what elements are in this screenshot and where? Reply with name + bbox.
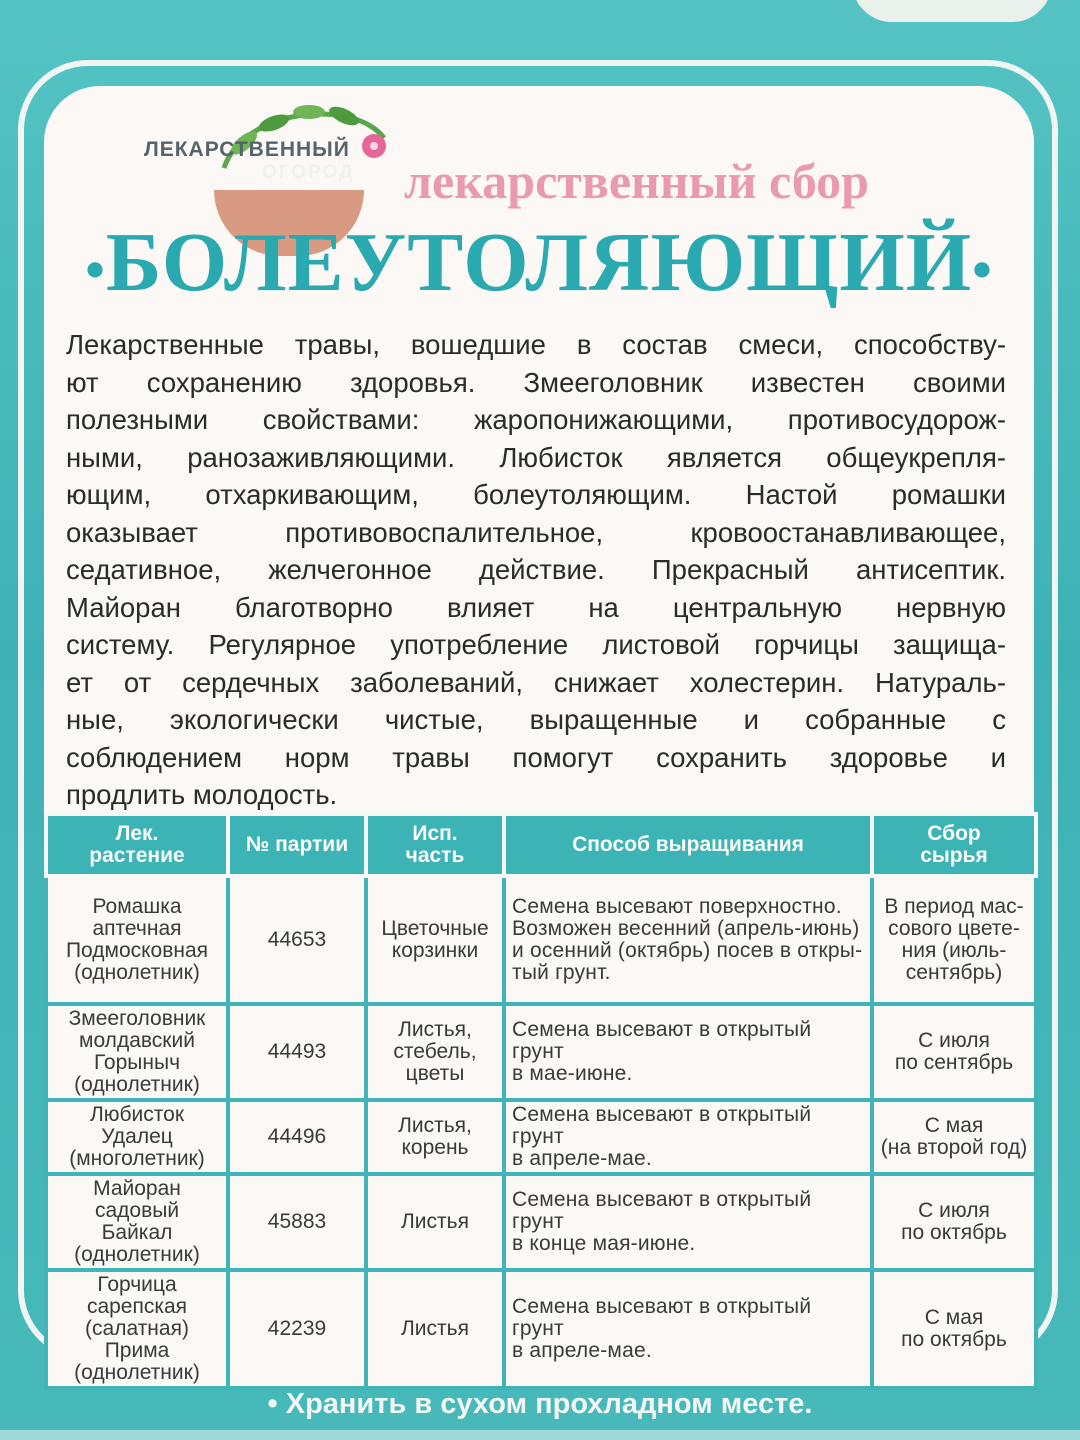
cell-line: и осенний (октябрь) посев в откры-	[512, 939, 863, 962]
cell-harvest	[872, 876, 1036, 1004]
herbs-table	[44, 812, 1038, 1390]
cell-harvest	[872, 1100, 1036, 1174]
cell-plant	[46, 1174, 228, 1270]
table-header-row	[46, 814, 1036, 876]
cell-part	[366, 1174, 504, 1270]
description-line: ными, ранозаживляющими. Любисток является общеукрепля-	[66, 441, 1006, 473]
storage-note: • Хранить в сухом прохладном месте.	[267, 1388, 813, 1420]
header-harvest: Сбор сырья	[872, 814, 1036, 876]
cell-line: по сентябрь	[894, 1051, 1014, 1074]
title-bullet-right: •	[972, 239, 993, 302]
cell-line: Семена высевают поверхностно.	[512, 895, 842, 918]
cell-line: Семена высевают в открытый грунт	[512, 1018, 812, 1063]
cell-line: Возможен весенний (апрель-июнь)	[512, 917, 860, 940]
cell-line: в мае-июне.	[512, 1062, 633, 1085]
cell-line: С мая	[924, 1114, 984, 1137]
table-row	[46, 1270, 1036, 1388]
header-plant: Лек. растение	[46, 814, 228, 876]
label-panel	[44, 86, 1034, 1384]
cell-line: Семена высевают в открытый грунт	[512, 1295, 812, 1340]
cell-line: Ромашка	[92, 895, 182, 918]
cell-plant	[46, 1270, 228, 1388]
cell-plant	[46, 1004, 228, 1100]
table-row	[46, 876, 1036, 1004]
corner-decoration	[852, 0, 1052, 22]
header-batch: № партии	[228, 814, 366, 876]
description-line: седативное, желчегонное действие. Прекрасный антисептик.	[66, 554, 1006, 585]
brand-name-line1: ЛЕКАРСТВЕННЫЙ	[144, 138, 350, 161]
description-line: продлить молодость.	[66, 779, 338, 810]
cell-part	[366, 1004, 504, 1100]
title-bullet-left: •	[85, 239, 106, 302]
description-line: соблюдением норм травы помогут сохранить здоровье и	[66, 741, 1006, 773]
cell-line: сентябрь)	[905, 961, 1003, 984]
cell-harvest	[872, 1270, 1036, 1388]
cell-line: Горчица сарепская	[86, 1273, 188, 1318]
cell-plant	[46, 876, 228, 1004]
cell-line: Семена высевают в открытый грунт	[512, 1103, 812, 1148]
cell-plant	[46, 1100, 228, 1174]
header-part: Исп. часть	[366, 814, 504, 876]
cell-line: сового цвете-	[888, 917, 1020, 940]
product-subtitle: лекарственный сбор	[404, 153, 869, 209]
cell-line: Любисток	[89, 1103, 185, 1126]
cell-line: С мая	[924, 1306, 984, 1329]
cell-line: корень	[401, 1136, 469, 1159]
cell-line: по октябрь	[901, 1221, 1007, 1244]
cell-method	[504, 1100, 872, 1174]
description-line: ют сохранению здоровья. Змееголовник известен своими	[66, 366, 1006, 398]
cell-line: тый грунт.	[512, 961, 611, 984]
header-method: Способ выращивания	[504, 814, 872, 876]
cell-line: Подмосковная	[65, 939, 209, 962]
cell-batch: 45883	[228, 1174, 366, 1270]
cell-line: цветы	[405, 1062, 465, 1085]
table-row	[46, 1174, 1036, 1270]
cell-line: Листья,	[398, 1114, 472, 1137]
description-line: оказывает противовоспалительное, кровоостанавливающее,	[66, 516, 1006, 548]
cell-batch: 44493	[228, 1004, 366, 1100]
cell-line: по октябрь	[901, 1328, 1007, 1351]
cell-line: (однолетник)	[74, 1073, 200, 1096]
cell-line: корзинки	[391, 939, 479, 962]
cell-line: ния (июль-	[901, 939, 1007, 962]
product-title	[64, 214, 1014, 311]
description-line: полезными свойствами: жаропонижающими, противосудорож-	[66, 404, 1006, 435]
table-row	[46, 1100, 1036, 1174]
cell-line: в апреле-мае.	[512, 1147, 652, 1170]
cell-part	[366, 876, 504, 1004]
brand-name-line2: ОГОРОД	[262, 162, 355, 183]
cell-line: (салатная)	[85, 1317, 189, 1340]
cell-method	[504, 1174, 872, 1270]
description-line: ные, экологически чистые, выращенные и собранные с	[66, 704, 1006, 735]
cell-line: С июля	[918, 1029, 990, 1052]
description-text	[66, 326, 1006, 814]
cell-line: Листья	[401, 1317, 469, 1340]
description-line: Майоран благотворно влияет на центральную нервную	[66, 591, 1006, 623]
description-line: Лекарственные травы, вошедшие в состав смеси, способству-	[66, 329, 1006, 360]
cell-line: (однолетник)	[74, 961, 200, 984]
cell-line: в конце мая-июне.	[512, 1232, 696, 1255]
cell-part	[366, 1100, 504, 1174]
cell-line: Прима	[104, 1339, 170, 1362]
cell-line: Листья,	[398, 1018, 472, 1041]
description-line: ет от сердечных заболеваний, снижает холестерин. Натураль-	[66, 666, 1006, 698]
cell-line: Змееголовник	[68, 1007, 206, 1030]
description-line: ющим, отхаркивающим, болеутоляющим. Настой ромашки	[66, 479, 1006, 510]
cell-method	[504, 1270, 872, 1388]
cell-line: Майоран садовый	[93, 1177, 181, 1222]
cell-line: Горыныч	[93, 1051, 181, 1074]
description-line: систему. Регулярное употребление листовой горчицы защища-	[66, 629, 1006, 660]
cell-part	[366, 1270, 504, 1388]
cell-line: Байкал	[101, 1221, 173, 1244]
cell-method	[504, 876, 872, 1004]
cell-line: (однолетник)	[74, 1361, 200, 1384]
cell-line: С июля	[918, 1199, 990, 1222]
cell-method	[504, 1004, 872, 1100]
cell-batch: 42239	[228, 1270, 366, 1388]
cell-line: (многолетник)	[69, 1147, 205, 1170]
cell-line: (однолетник)	[74, 1243, 200, 1266]
cell-batch: 44496	[228, 1100, 366, 1174]
cell-line: аптечная	[92, 917, 182, 940]
cell-line: В период мас-	[884, 895, 1024, 918]
cell-line: Семена высевают в открытый грунт	[512, 1188, 812, 1233]
product-title-text: БОЛЕУТОЛЯЮЩИЙ	[105, 216, 973, 309]
cell-harvest	[872, 1174, 1036, 1270]
bottom-edge	[0, 1430, 1080, 1440]
cell-line: Удалец	[101, 1125, 173, 1148]
cell-harvest	[872, 1004, 1036, 1100]
cell-line: Цветочные	[381, 917, 489, 940]
cell-batch: 44653	[228, 876, 366, 1004]
cell-line: в апреле-мае.	[512, 1339, 652, 1362]
cell-line: стебель,	[393, 1040, 477, 1063]
cell-line: Листья	[401, 1210, 469, 1233]
cell-line: (на второй год)	[880, 1136, 1028, 1159]
table-row	[46, 1004, 1036, 1100]
cell-line: молдавский	[79, 1029, 195, 1052]
